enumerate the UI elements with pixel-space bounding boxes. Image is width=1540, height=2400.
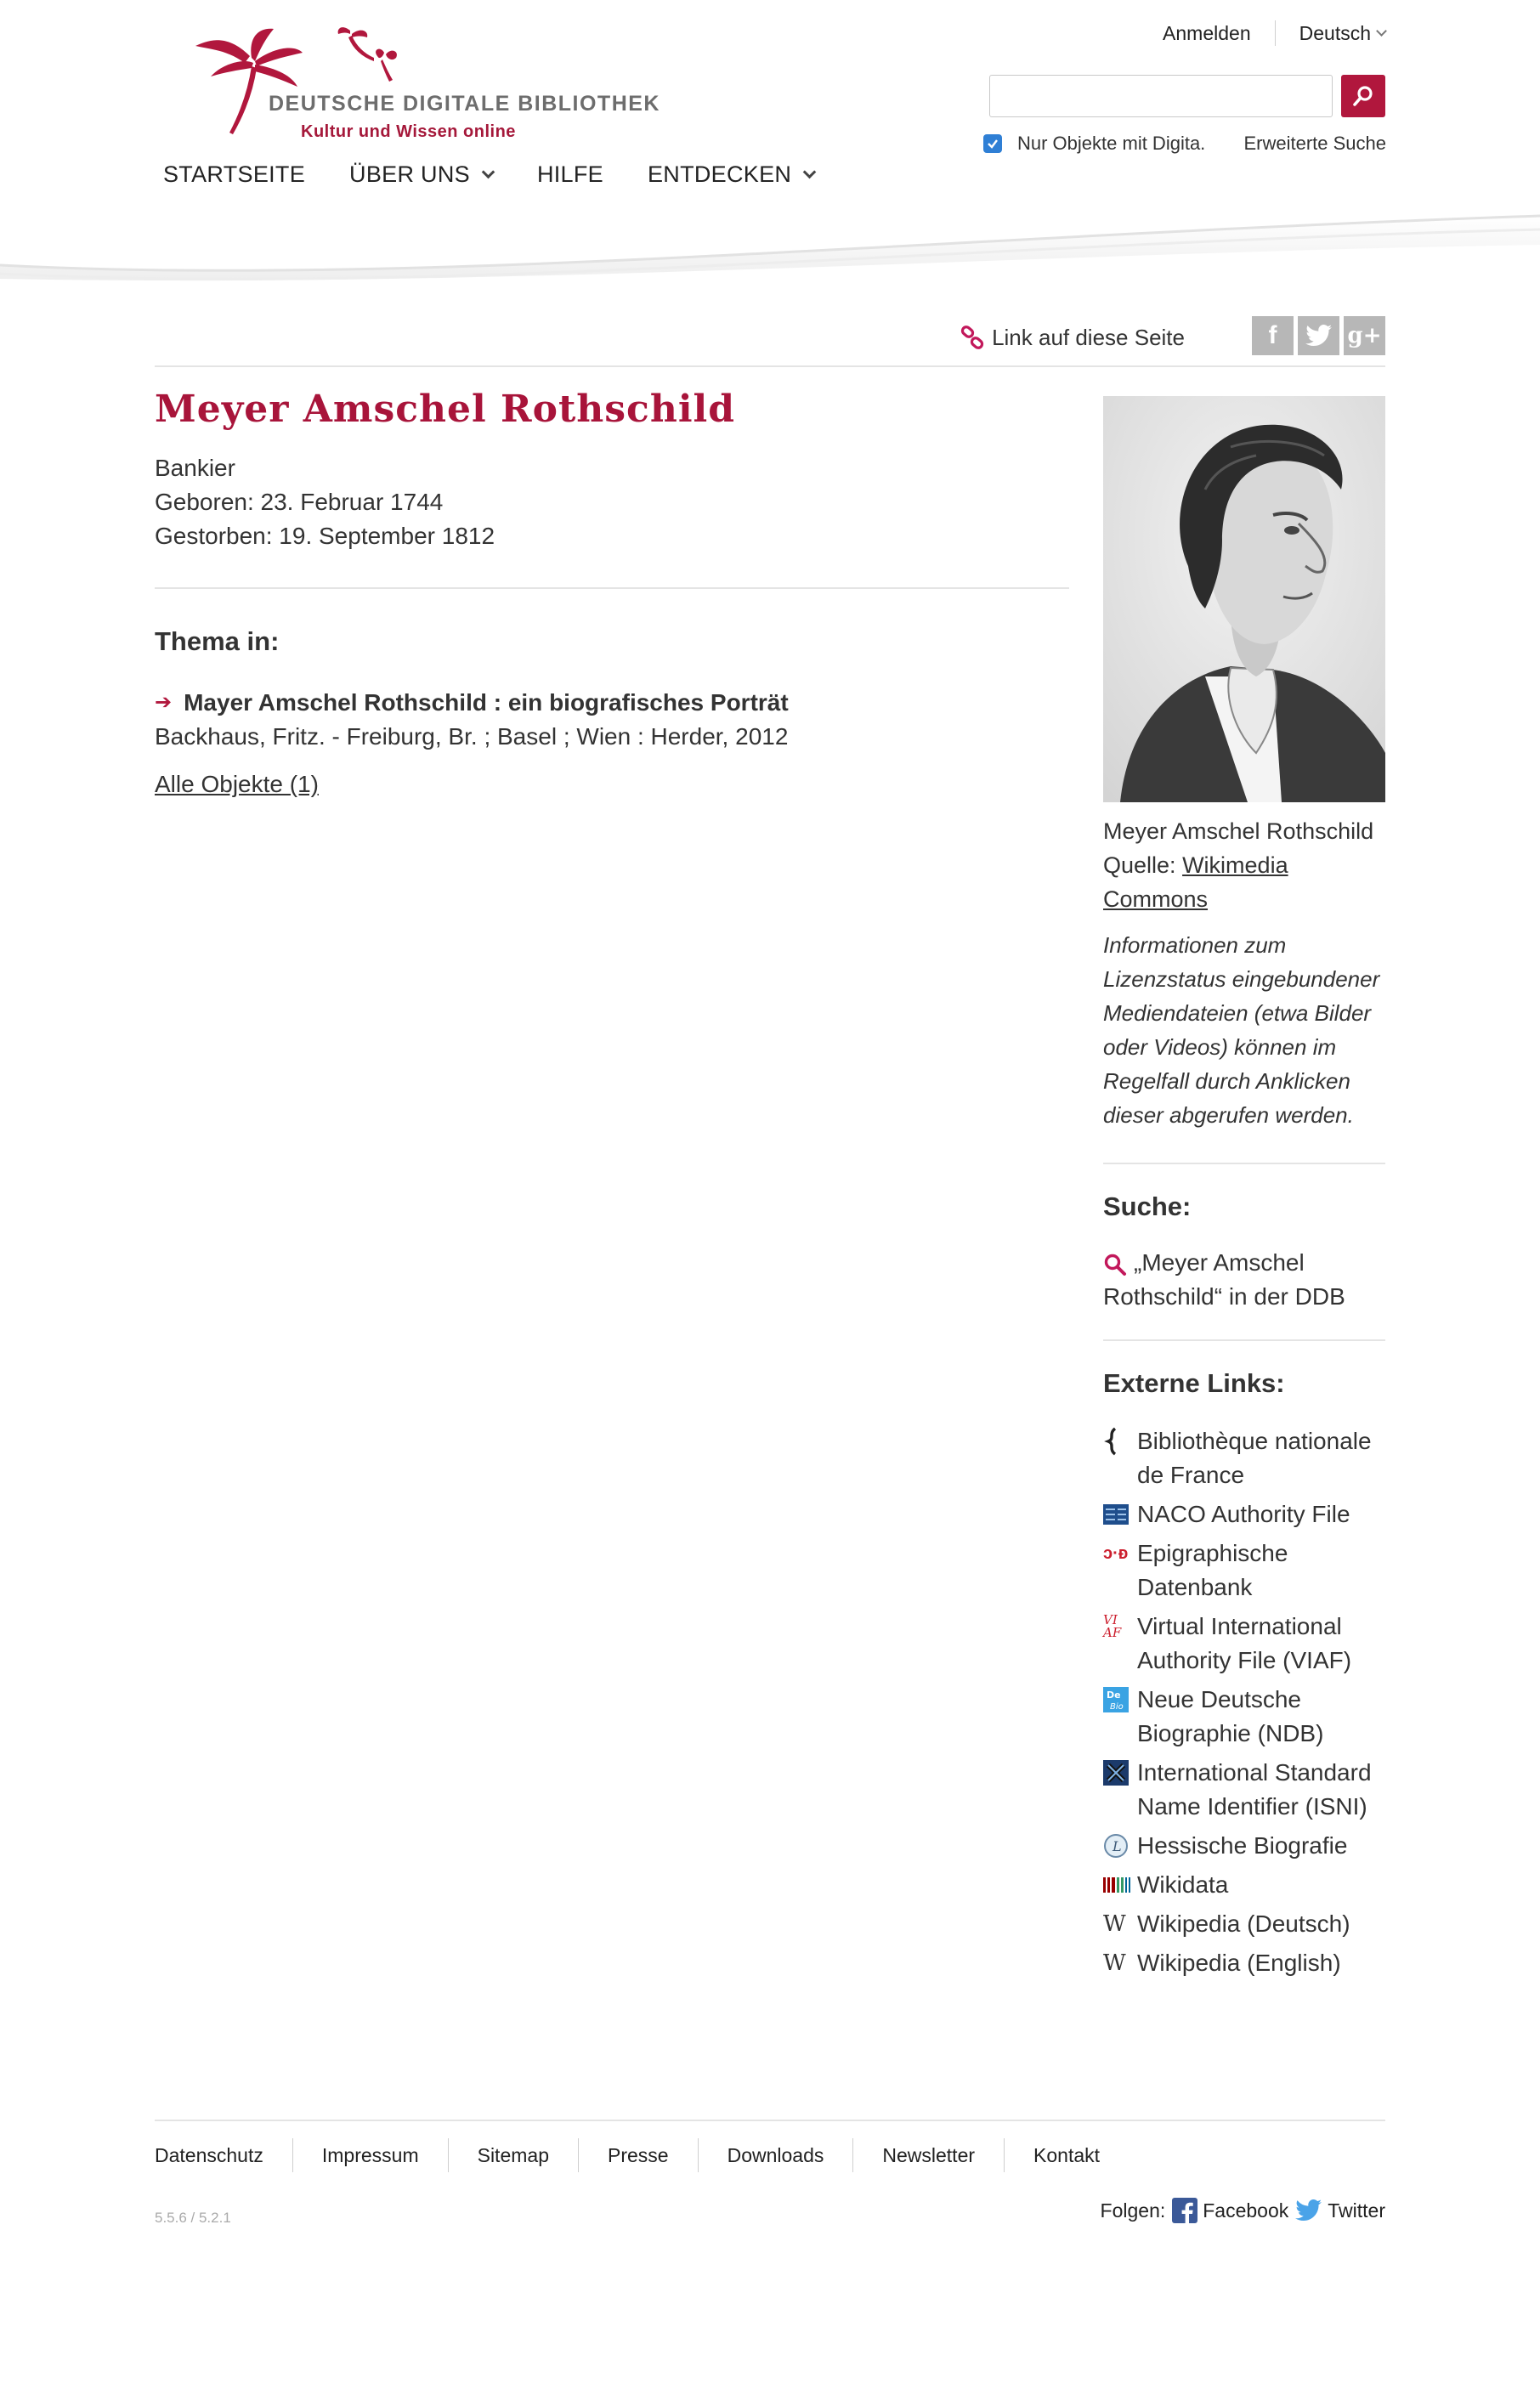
footer-link-impressum[interactable]: Impressum	[292, 2138, 448, 2172]
link-icon	[960, 325, 985, 351]
publication-item	[155, 686, 1069, 754]
site-logo[interactable]	[192, 24, 668, 151]
facebook-icon	[1172, 2198, 1197, 2223]
footer-link-sitemap[interactable]: Sitemap	[448, 2138, 578, 2172]
header-swoosh	[0, 211, 1540, 289]
social-share	[1252, 316, 1385, 355]
utility-bar	[1163, 20, 1385, 46]
source-prefix: Quelle:	[1103, 852, 1183, 878]
caption-title: Meyer Amschel Rothschild	[1103, 818, 1374, 844]
license-note[interactable]: Informationen zum Lizenzstatus eingebundener Mediendateien (etwa Bilder oder Videos) können im Regelfall durch Anklicken dieser abgerufen werden.	[1103, 932, 1380, 1128]
checkmark-icon	[987, 138, 999, 150]
footer-link-presse[interactable]: Presse	[578, 2138, 698, 2172]
svg-text:De: De	[1107, 1690, 1121, 1701]
naco-icon	[1103, 1497, 1137, 1531]
nav-item-entdecken[interactable]	[648, 161, 814, 188]
digitized-only-checkbox[interactable]	[983, 134, 1002, 153]
external-link-hessische-biografie[interactable]	[1103, 1829, 1385, 1863]
external-links-heading: Externe Links:	[1103, 1368, 1285, 1398]
theme-heading: Thema in:	[155, 626, 280, 656]
sidebar-divider	[1103, 1163, 1385, 1164]
search-input[interactable]	[989, 75, 1333, 117]
publication-title-link[interactable]	[155, 686, 1069, 720]
facebook-label: Facebook	[1203, 2199, 1289, 2222]
nav-item-ueber-uns[interactable]	[349, 161, 493, 188]
ndb-icon	[1103, 1683, 1137, 1717]
twitter-label: Twitter	[1328, 2199, 1385, 2222]
page-link-label: Link auf diese Seite	[992, 325, 1185, 350]
follow-links	[1101, 2198, 1385, 2223]
wikidata-icon	[1103, 1868, 1137, 1902]
bnf-icon	[1103, 1424, 1137, 1458]
chevron-down-icon	[803, 165, 817, 178]
twitter-icon[interactable]	[1298, 316, 1339, 355]
version-label: 5.5.6 / 5.2.1	[155, 2210, 231, 2226]
all-objects-link[interactable]: Alle Objekte (1)	[155, 771, 319, 797]
footer-link-datenschutz[interactable]: Datenschutz	[155, 2144, 263, 2166]
dandelion-logo-icon	[192, 24, 413, 134]
source-link[interactable]: Wikimedia Commons	[1103, 852, 1288, 912]
external-link-epidat[interactable]	[1103, 1537, 1385, 1605]
external-links-list	[1103, 1424, 1385, 1980]
portrait-illustration	[1103, 396, 1385, 802]
hessische-biografie-icon	[1103, 1829, 1137, 1863]
site-footer	[155, 2120, 1385, 2226]
svg-text:L: L	[1113, 1838, 1122, 1854]
external-link-label: NACO Authority File	[1137, 1501, 1350, 1527]
svg-text:Bio: Bio	[1110, 1702, 1124, 1712]
language-label: Deutsch	[1299, 22, 1371, 44]
person-facts	[155, 451, 1069, 553]
search-ddb-label: „Meyer Amschel Rothschild“ in der DDB	[1103, 1249, 1345, 1310]
image-caption	[1103, 814, 1385, 916]
digitized-only-label[interactable]: Nur Objekte mit Digita.	[1017, 133, 1206, 154]
sidebar-divider	[1103, 1339, 1385, 1341]
person-born: Geboren: 23. Februar 1744	[155, 489, 444, 515]
main-navigation	[163, 161, 858, 188]
person-died: Gestorben: 19. September 1812	[155, 523, 495, 549]
person-profession: Bankier	[155, 455, 235, 481]
google-plus-icon[interactable]: g+	[1344, 316, 1385, 355]
search-button[interactable]	[1341, 75, 1385, 117]
chevron-down-icon	[482, 165, 495, 178]
footer-link-downloads[interactable]: Downloads	[698, 2138, 853, 2172]
external-link-wikipedia-de[interactable]	[1103, 1907, 1385, 1941]
search-ddb-link[interactable]	[1103, 1246, 1385, 1314]
external-link-label: Epigraphische Datenbank	[1137, 1540, 1288, 1600]
nav-item-label: ÜBER UNS	[349, 161, 470, 187]
external-link-label: Wikipedia (English)	[1137, 1950, 1341, 1976]
external-link-ndb[interactable]	[1103, 1683, 1385, 1751]
external-link-viaf[interactable]	[1103, 1610, 1385, 1678]
facebook-follow-link[interactable]	[1172, 2198, 1288, 2223]
footer-link-newsletter[interactable]: Newsletter	[852, 2138, 1004, 2172]
language-selector[interactable]	[1276, 20, 1385, 46]
publication-meta: Backhaus, Fritz. - Freiburg, Br. ; Basel ; Wien : Herder, 2012	[155, 723, 789, 750]
logo-subtitle: Kultur und Wissen online	[301, 122, 516, 141]
page-link[interactable]	[960, 325, 1185, 351]
advanced-search-link[interactable]: Erweiterte Suche	[1243, 133, 1386, 154]
external-link-label: Neue Deutsche Biographie (NDB)	[1137, 1686, 1324, 1746]
sidebar	[1103, 396, 1385, 1985]
external-link-naco[interactable]	[1103, 1497, 1385, 1531]
external-link-isni[interactable]	[1103, 1756, 1385, 1824]
search-icon	[1352, 85, 1374, 107]
viaf-icon: VI AF	[1103, 1612, 1122, 1640]
arrow-right-icon: ➔	[155, 691, 173, 714]
nav-item-hilfe[interactable]	[537, 161, 603, 188]
site-header	[0, 0, 1540, 289]
follow-label: Folgen:	[1100, 2199, 1166, 2222]
external-link-label: Virtual International Authority File (VIAF)	[1137, 1613, 1352, 1673]
external-link-label: International Standard Name Identifier (ISNI)	[1137, 1759, 1372, 1820]
twitter-icon	[1295, 2199, 1322, 2222]
facebook-icon[interactable]: f	[1252, 316, 1294, 355]
external-link-wikidata[interactable]	[1103, 1868, 1385, 1902]
footer-link-kontakt[interactable]: Kontakt	[1004, 2138, 1129, 2172]
login-link[interactable]: Anmelden	[1163, 20, 1276, 46]
nav-item-label: ENTDECKEN	[647, 161, 792, 187]
section-divider	[155, 587, 1069, 589]
wikipedia-icon: W	[1103, 1911, 1126, 1937]
external-link-label: Hessische Biografie	[1137, 1832, 1348, 1859]
external-link-bnf[interactable]	[1103, 1424, 1385, 1492]
epidat-icon: ɔ·ᴆ	[1103, 1544, 1129, 1563]
external-link-wikipedia-en[interactable]	[1103, 1946, 1385, 1980]
external-link-label: Wikidata	[1137, 1871, 1229, 1898]
search-icon	[1103, 1253, 1127, 1276]
nav-item-startseite[interactable]	[163, 161, 305, 188]
external-link-label: Bibliothèque nationale de France	[1137, 1428, 1372, 1488]
external-link-label: Wikipedia (Deutsch)	[1137, 1910, 1350, 1937]
nav-item-label: HILFE	[536, 161, 603, 187]
logo-title: DEUTSCHE DIGITALE BIBLIOTHEK	[269, 92, 660, 116]
twitter-follow-link[interactable]	[1295, 2199, 1385, 2222]
search-heading: Suche:	[1103, 1192, 1192, 1221]
portrait-image[interactable]	[1103, 396, 1385, 802]
footer-navigation	[155, 2138, 1385, 2172]
isni-icon	[1103, 1756, 1137, 1790]
page-title: Meyer Amschel Rothschild	[155, 388, 736, 431]
nav-item-label: STARTSEITE	[163, 161, 306, 187]
chevron-down-icon	[1376, 25, 1387, 37]
publication-title: Mayer Amschel Rothschild : ein biografisches Porträt	[184, 689, 789, 716]
search-options	[983, 133, 1386, 155]
person-content	[155, 384, 1069, 798]
wikipedia-icon: W	[1103, 1950, 1126, 1976]
share-bar	[155, 316, 1385, 367]
